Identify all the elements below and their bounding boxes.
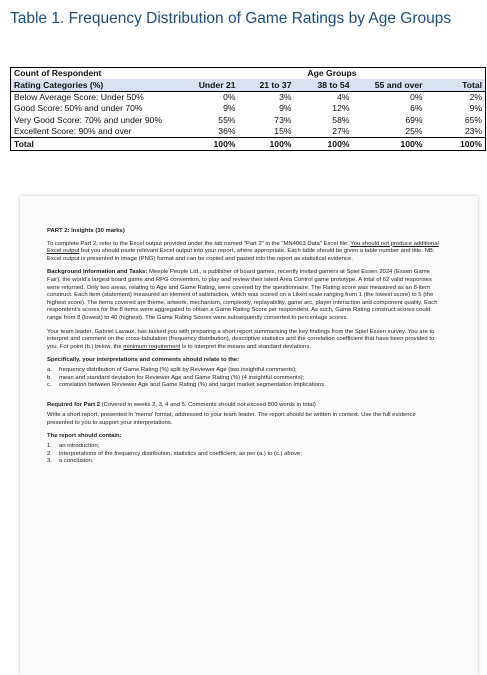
table-header-row-top <box>11 68 486 80</box>
table-cell: 0% <box>223 91 236 102</box>
list-item: 3. a conclusion. <box>47 458 94 465</box>
table-cell: 9% <box>426 103 486 114</box>
interpretation-list <box>47 367 439 390</box>
assignment-brief <box>47 228 439 472</box>
list-item: 1. an introduction; <box>47 443 100 450</box>
list-item: b. mean and standard deviation for Reviewer Age and Game Rating (%) (4 insightful comments); <box>47 374 305 381</box>
column-header: 55 and over <box>353 79 426 91</box>
paragraph-task: Your team leader, Gabriel Lavaux, has tasked you with preparing a short report summarising the key findings from the Spiel Essen survey. You are to interpret and comment on the cross-tabulation (frequency distribution), descriptive statistics and the correlation coefficient that have been provided to you. For point (b.) below, the minimum requirement is to interpret the means and standard deviations. <box>47 328 435 350</box>
table-cell: 55% <box>218 114 236 125</box>
table-title: Table 1. Frequency Distribution of Game Ratings by Age Groups <box>10 10 452 27</box>
row-header-label: Rating Categories (%) <box>11 79 179 91</box>
list-item: c. correlation between Reviewer Age and Game Rating (%) and target market segmentation implications. <box>47 382 326 389</box>
table-cell: 100% <box>295 138 353 150</box>
table-cell: 12% <box>332 103 350 114</box>
table-row <box>11 126 486 138</box>
table-cell: 2% <box>426 91 486 103</box>
table-row <box>11 115 486 126</box>
table-cell: 9% <box>223 103 236 114</box>
table-cell: 3% <box>279 91 292 102</box>
table-cell: 73% <box>274 114 292 125</box>
column-group-label: Age Groups <box>239 68 426 80</box>
section-heading: PART 2: Insights (30 marks) <box>47 228 125 234</box>
table-header-row <box>11 79 486 91</box>
column-header: 38 to 54 <box>295 79 353 91</box>
table-cell: 100% <box>353 138 426 150</box>
list-item: a. frequency distribution of Game Rating (%) split by Reviewer Age (two insightful comments); <box>47 366 297 373</box>
row-label: Excellent Score: 90% and over <box>11 126 179 138</box>
table-cell: 27% <box>332 126 350 137</box>
row-label: Good Score: 50% and under 70% <box>11 103 179 114</box>
total-label: Total <box>11 138 179 150</box>
paragraph-instructions: To complete Part 2, refer to the Excel output provided under the tab named "Part 2" in the "MN4063 Data" Excel file. You should not produce additional Excel output but you should paste relevant Excel output into your report, where appropriate. Each table should be given a table number and title. NB: Excel output is presented in image (PNG) format and can be copied and pasted into the report as statistical evidence. <box>47 240 439 262</box>
table-cell: 15% <box>274 126 292 137</box>
table-row <box>11 103 486 114</box>
table-cell: 9% <box>279 103 292 114</box>
table-cell: 0% <box>410 91 423 102</box>
paragraph-background: Background Information and Tasks: Meeple People Ltd., a publisher of board games, recently invited gamers at Spiel Essen 2024 (Essen Game Fair), the world's largest board game and RPG convention, to play and review their latest Area Control game prototype. A total of 62 valid responses were returned. Only two areas, relating to Age and Game Rating, were covered by the questionnaire. The Rating score was measured as an 8-item construct. Each item (statement) measured an element of satisfaction, which was scored on a Likert scale ranging from 1 (the lowest score) to 5 (the highest score). The items covered are theme, artwork, mechanism, complexity, replayability, game arc, player interaction and component quality. Each respondent's scores for the 8 items were aggregated to obtain a Game Rating Score per respondent. As such, Game Rating construct scores could range from 8 (lowest) to 40 (highest). The Game Rating Scores were subsequently converted to percentage scores. <box>47 269 438 321</box>
column-header: Under 21 <box>179 79 239 91</box>
table-cell: 100% <box>239 138 295 150</box>
row-label: Below Average Score: Under 50% <box>11 91 179 103</box>
table-total-row <box>11 138 486 150</box>
column-header: 21 to 37 <box>239 79 295 91</box>
column-header: Total <box>426 79 486 91</box>
corner-label: Count of Respondent <box>11 68 179 80</box>
row-label: Very Good Score: 70% and under 90% <box>11 115 179 126</box>
paragraph-contents: The report should contain: <box>47 433 122 440</box>
table-cell: 4% <box>337 91 350 102</box>
table-cell: 36% <box>218 126 236 137</box>
table-cell: 100% <box>179 138 239 150</box>
table-cell: 23% <box>426 126 486 138</box>
table-row <box>11 91 486 103</box>
paragraph-specifics: Specifically, your interpretations and comments should relate to the: <box>47 357 240 364</box>
frequency-table <box>10 67 486 151</box>
table-cell: 25% <box>405 126 423 137</box>
table-cell: 65% <box>426 115 486 126</box>
table-cell: 69% <box>405 114 423 125</box>
list-item: 2. interpretations of the frequency distribution, statistics and coefficient, as per (a.) to (c.) above; <box>47 450 302 457</box>
table-cell: 100% <box>426 138 486 150</box>
paragraph-report: Write a short report, presented in 'memo' format, addressed to your team leader. The report should be written in context. Use the full evidence presented to you to support your interpretations. <box>47 412 416 426</box>
paragraph-required: Required for Part 2 (Covered in weeks 2, 3, 4 and 5. Comments should not exceed 800 words in total) <box>47 401 316 408</box>
contents-list <box>47 443 439 466</box>
table-cell: 58% <box>332 114 350 125</box>
table-cell: 6% <box>410 103 423 114</box>
